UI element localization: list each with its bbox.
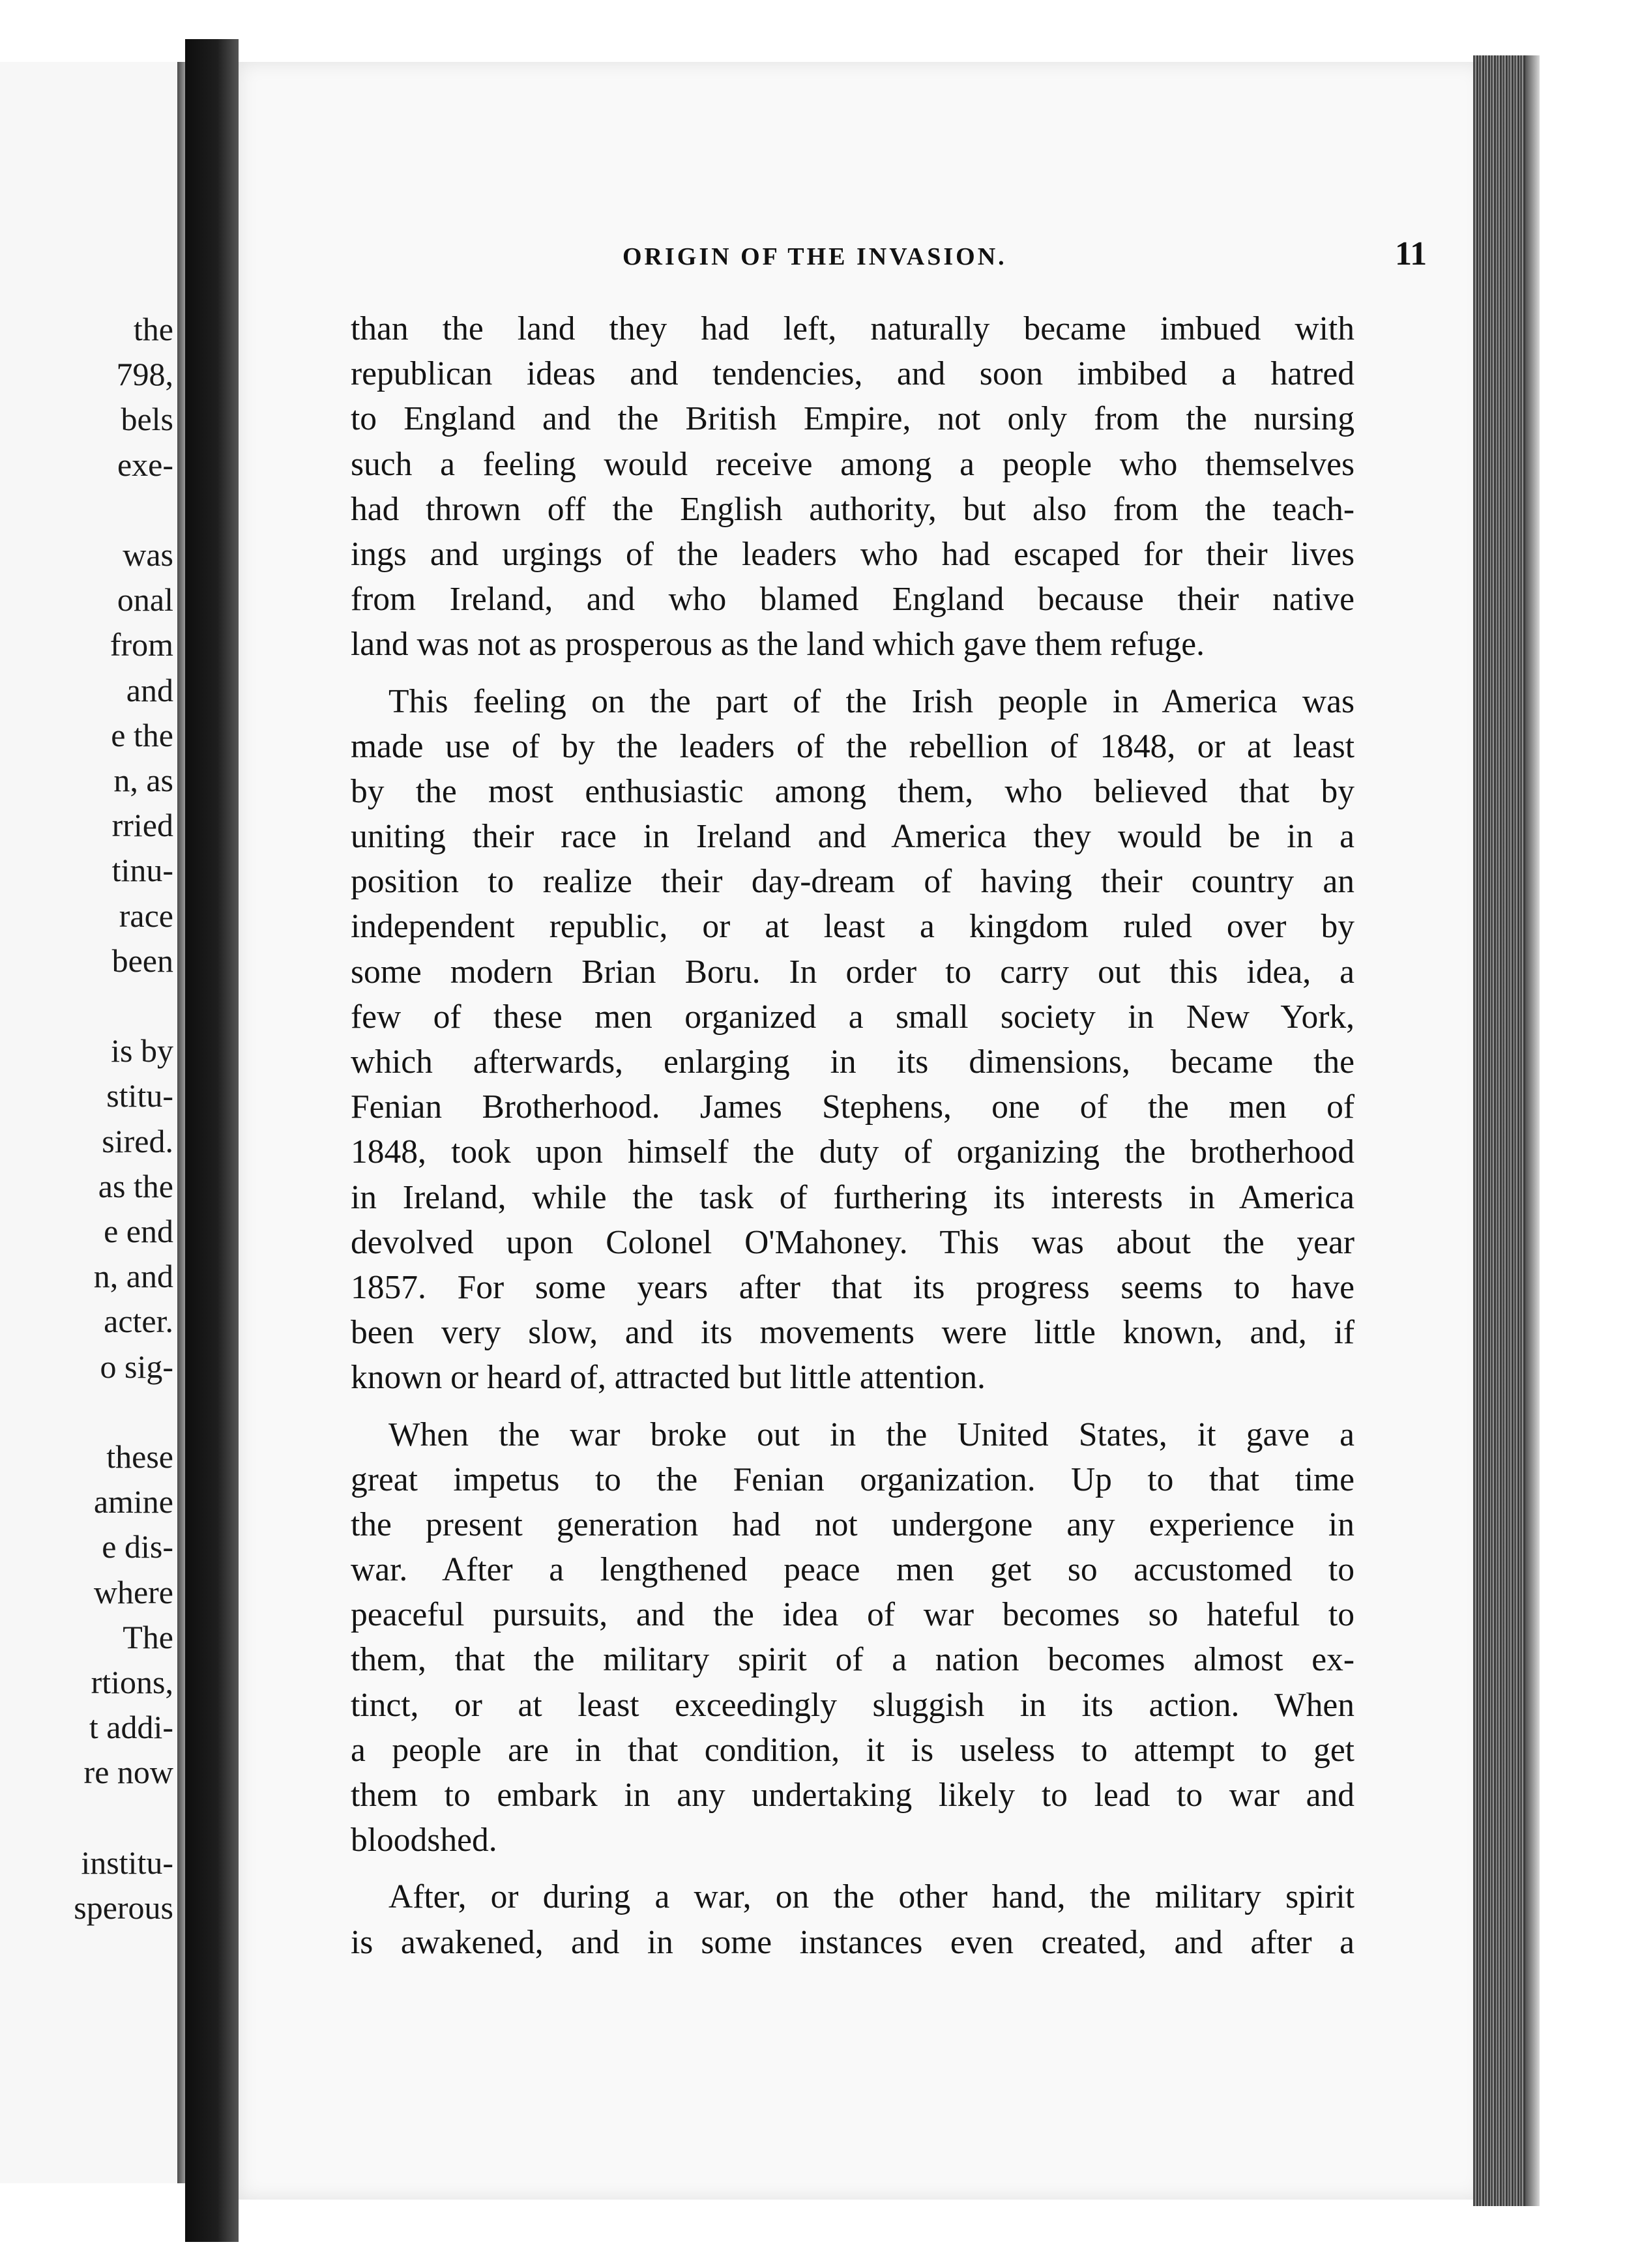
previous-page-line: e dis- [102, 1528, 173, 1565]
previous-page-line: n, as [113, 762, 173, 798]
text-line: republican ideas and tendencies, and soon imbibed a hatred [351, 355, 1354, 393]
page-number: 11 [1395, 235, 1428, 272]
page-stack-shade [1525, 55, 1540, 2206]
paragraph-spacing [351, 1863, 1354, 1874]
book-gutter [185, 39, 239, 2242]
text-line: independent republic, or at least a kingdom ruled over by [351, 908, 1354, 946]
text-line: than the land they had left, naturally became imbued with [351, 310, 1354, 347]
previous-page-fragment [0, 62, 183, 2183]
text-line: is awakened, and in some instances even created, and after a [351, 1923, 1354, 1961]
text-line: devolved upon Colonel O'Mahoney. This was about the year [351, 1223, 1354, 1261]
text-line: tinct, or at least exceedingly sluggish in its action. When [351, 1686, 1354, 1724]
previous-page-edge [177, 62, 185, 2183]
previous-page-line: race [119, 897, 173, 934]
text-line: such a feeling would receive among a people who themselves [351, 445, 1354, 483]
text-line: the present generation had not undergone any experience in [351, 1505, 1354, 1543]
paragraph [351, 1874, 1354, 1964]
text-line: land was not as prosperous as the land which gave them refuge. [351, 626, 1205, 663]
text-line: some modern Brian Boru. In order to carry out this idea, a [351, 953, 1354, 991]
previous-page-line: sired. [102, 1122, 173, 1159]
previous-page-line: t addi- [89, 1709, 173, 1746]
previous-page-line: as the [98, 1167, 173, 1204]
paragraph-spacing [351, 667, 1354, 679]
previous-page-line: The [123, 1618, 173, 1655]
paragraph-spacing [351, 1401, 1354, 1412]
previous-page-line: exe- [117, 446, 173, 483]
previous-page-line: tinu- [111, 852, 173, 889]
paragraph [351, 306, 1354, 667]
previous-page-line: e the [111, 716, 173, 753]
previous-page-line: e end [104, 1213, 173, 1249]
previous-page-line: onal [117, 581, 173, 618]
text-line: 1848, took upon himself the duty of organizing the brotherhood [351, 1133, 1354, 1171]
previous-page-line: from [110, 626, 173, 663]
text-line: position to realize their day-dream of having their country an [351, 863, 1354, 901]
previous-page-line: these [106, 1438, 173, 1475]
previous-page-line: rried [111, 807, 173, 844]
previous-page-line: and [126, 671, 173, 708]
text-line: This feeling on the part of the Irish people in America was [388, 682, 1354, 720]
previous-page-line: been [111, 942, 173, 979]
running-head: ORIGIN OF THE INVASION. [622, 243, 1007, 270]
text-line: few of these men organized a small society in New York, [351, 998, 1354, 1036]
text-line: great impetus to the Fenian organization. Up to that time [351, 1461, 1354, 1498]
text-line: had thrown off the English authority, but also from the teach- [351, 490, 1354, 528]
previous-page-line: was [123, 536, 173, 573]
text-line: known or heard of, attracted but little attention. [351, 1359, 986, 1397]
previous-page-line: acter. [104, 1303, 173, 1340]
text-line: ings and urgings of the leaders who had escaped for their lives [351, 535, 1354, 573]
page-stack-edge [1473, 55, 1533, 2206]
body-text [351, 306, 1354, 1965]
previous-page-line: o sig- [100, 1348, 173, 1385]
text-line: been very slow, and its movements were little known, and, if [351, 1314, 1354, 1352]
text-line: war. After a lengthened peace men get so accustomed to [351, 1551, 1354, 1589]
previous-page-line: re now [83, 1754, 173, 1791]
previous-page-line: stitu- [106, 1077, 173, 1114]
text-line: Fenian Brotherhood. James Stephens, one of the men of [351, 1088, 1354, 1126]
paragraph [351, 679, 1354, 1401]
previous-page-line: the [133, 311, 173, 347]
text-line: peaceful pursuits, and the idea of war becomes so hateful to [351, 1596, 1354, 1634]
paragraph [351, 1412, 1354, 1863]
text-line: them, that the military spirit of a nation becomes almost ex- [351, 1641, 1354, 1679]
previous-page-line: is by [111, 1032, 173, 1069]
text-line: in Ireland, while the task of furthering its interests in America [351, 1178, 1354, 1216]
text-line: made use of by the leaders of the rebellion of 1848, or at least [351, 727, 1354, 765]
text-line: by the most enthusiastic among them, who believed that by [351, 772, 1354, 810]
text-line: uniting their race in Ireland and America they would be in a [351, 818, 1354, 856]
previous-page-line: 798, [116, 356, 173, 393]
previous-page-line: sperous [74, 1889, 173, 1926]
previous-page-line: where [93, 1573, 173, 1610]
text-line: them to embark in any undertaking likely to lead to war and [351, 1777, 1354, 1814]
text-line: from Ireland, and who blamed England because their native [351, 581, 1354, 618]
previous-page-line: institu- [81, 1844, 173, 1881]
text-line: bloodshed. [351, 1822, 497, 1859]
previous-page-line: rtions, [91, 1664, 173, 1700]
previous-page-line: n, and [93, 1258, 173, 1295]
text-line: which afterwards, enlarging in its dimensions, became the [351, 1043, 1354, 1081]
text-line: 1857. For some years after that its progress seems to have [351, 1268, 1354, 1306]
previous-page-line: bels [121, 401, 173, 438]
text-line: to England and the British Empire, not only from the nursing [351, 400, 1354, 438]
previous-page-line: amine [93, 1483, 173, 1520]
text-line: a people are in that condition, it is useless to attempt to get [351, 1731, 1354, 1769]
text-line: After, or during a war, on the other hand, the military spirit [388, 1878, 1354, 1916]
text-line: When the war broke out in the United States, it gave a [388, 1416, 1354, 1453]
